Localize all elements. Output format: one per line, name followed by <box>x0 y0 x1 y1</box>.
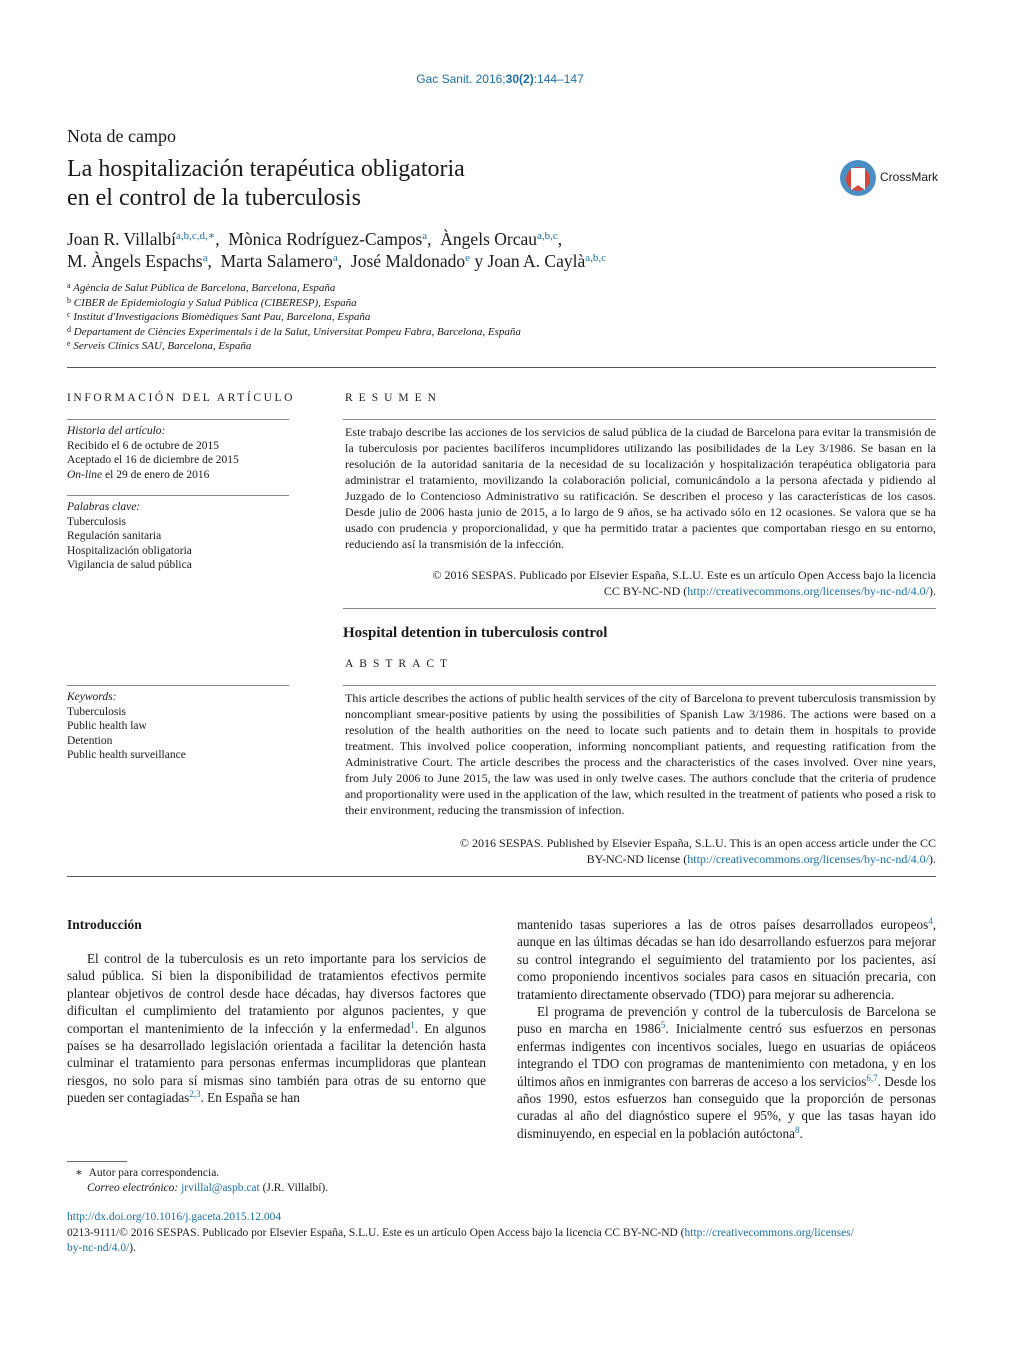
keyword: Public health surveillance <box>67 749 186 761</box>
section-label: Nota de campo <box>67 126 176 146</box>
footnote-divider <box>67 1161 127 1162</box>
citation-ref[interactable]: 4 <box>928 916 933 926</box>
footer-license: 0213-9111/© 2016 SESPAS. Publicado por Elsevier España, S.L.U. Este es un artículo Open Access bajo la licencia CC BY-NC-ND (http://creativecommons.org/licenses/ by-nc-nd/4.0/). <box>67 1227 854 1254</box>
author-affil-ref[interactable]: a <box>202 252 208 264</box>
keyword: Tuberculosis <box>67 515 126 528</box>
affiliation-item: $^a$ Agència de Salut Pública de Barcelona, Barcelona, España <box>67 281 336 294</box>
keyword: Hospitalización obligatoria <box>67 544 192 557</box>
divider <box>343 419 936 420</box>
affiliation-item: $^c$ Institut d'Investigacions Biomèdiques Sant Pau, Barcelona, España <box>67 310 371 323</box>
crossmark-badge[interactable]: CrossMark <box>840 159 950 197</box>
footnote-star: ∗ <box>75 1167 83 1179</box>
divider <box>67 367 936 368</box>
intro-heading: Introducción <box>67 917 142 932</box>
affiliation-list <box>67 281 521 354</box>
divider <box>67 495 289 496</box>
author-list: Joan R. Villalbí$^{a,b,c,d,∗}$, Mònica Rodríguez-Campos$^a$, Àngels Orcau$^{a,b,c}$, M. Àngels Espachs$^a$, Marta Salamero$^a$, José Maldonado$^e$ y Joan A. Caylà$^{a,b,c}$ <box>67 229 606 271</box>
keyword: Public health law <box>67 720 147 732</box>
abstract-heading: ABSTRACT <box>345 658 454 670</box>
keywords-es: Palabras clave: Tuberculosis Regulación sanitaria Hospitalización obligatoria Vigilancia de salud pública <box>67 501 192 571</box>
footnote: ∗ Autor para correspondencia. Correo electrónico: jrvillal@aspb.cat (J.R. Villalbí). <box>75 1167 329 1194</box>
divider <box>67 876 936 877</box>
affiliation-item: $^e$ Serveis Clínics SAU, Barcelona, España <box>67 339 252 352</box>
article-history: Historia del artículo: Recibido el 6 de octubre de 2015 Aceptado el 16 de diciembre de 2015 On-line el 29 de enero de 2016 <box>67 425 239 481</box>
license-link[interactable]: http://creativecommons.org/licenses/by-nc-nd/4.0/ <box>687 584 929 598</box>
divider <box>343 685 936 686</box>
resumen-text: Este trabajo describe las acciones de los servicios de salud pública de la ciudad de Barcelona para evitar la transmisión de la tuberculosis por pacientes bacilíferos incumplidores utilizando las posibilidades de la Ley 3/1986. Se basan en la resolución de la autoridad sanitaria de la necesidad de su localización y hospitalización terapéutica obligatoria para administrar el tratamiento, movilizando la colaboración policial, comunicándolo a la persona afectada y pidiendo al Juzgado de lo Contencioso Administrativo su ratificación. Se describen el proceso y las características de los casos. Desde julio de 2006 hasta junio de 2015, a lo largo de 9 años, se ha activado sólo en 12 ocasiones. Se valora que se ha usado con prudencia y proporcionalidad, y que ha permitido tratar a pacientes que comportaban riesgo en su entorno, reduciendo así la transmisión de la infección. <box>345 425 936 551</box>
divider <box>67 685 289 686</box>
author-affil-ref[interactable]: e <box>465 252 471 264</box>
affiliation-item: $^b$ CIBER de Epidemiología y Salud Pública (CIBERESP), España <box>67 295 357 309</box>
resumen-license: © 2016 SESPAS. Publicado por Elsevier España, S.L.U. Este es un artículo Open Access bajo la licencia CC BY-NC-ND (http://creativecommons.org/licenses/by-nc-nd/4.0/). <box>432 568 936 598</box>
citation-ref[interactable]: 6,7 <box>866 1072 878 1083</box>
keywords-en: Keywords: Tuberculosis Public health law Detention Public health surveillance <box>67 691 186 761</box>
citation-ref[interactable]: 8 <box>794 1124 800 1135</box>
license-link[interactable]: http://creativecommons.org/licenses/by-nc-nd/4.0/ <box>687 852 929 866</box>
email-link[interactable]: jrvillal@aspb.cat <box>181 1182 260 1194</box>
author-name: José Maldonado <box>350 251 466 271</box>
keyword: Detention <box>67 734 113 747</box>
author-name: Marta Salamero <box>220 251 333 271</box>
citation-ref[interactable]: 2,3 <box>189 1089 201 1100</box>
author-affil-ref[interactable]: a <box>332 252 338 264</box>
doi-link[interactable]: http://dx.doi.org/10.1016/j.gaceta.2015.12.004 <box>67 1211 282 1223</box>
license-link[interactable]: by-nc-nd/4.0/ <box>67 1242 130 1254</box>
intro-continuation: mantenido tasas superiores a las de otros países desarrollados europeos$^4$, aunque en las últimas décadas se han ido desarrollando esfuerzos para mejorar su control integrando el seguimiento del tratamiento por los pacientes, así como proponiendo incentivos sociales para casos en situación precaria, con tratamiento directamente observado (TDO) para mejorar su adherencia. El programa de prevención y control de la tuberculosis de Barcelona se puso en marcha en 1986$^5$. Inicialmente centró sus esfuerzos en personas enfermas indigentes con incentivos sociales, luego en usuarias de opiáceos integrando el TDO con programas de mantenimiento con metadona, y en los últimos años en inmigrantes con barreras de acceso a los servicios$^{6,7}$. Desde los años 1990, estos esfuerzos han conseguido que la proporción de personas curadas al año del diagnóstico supere el 95%, y que las tasas hayan ido disminuyendo, en especial en la población autóctona$^8$. <box>517 916 936 1141</box>
affiliation-item: $^d$ Departament de Ciències Experimentals i de la Salut, Universitat Pompeu Fabra, Barcelona, España <box>67 324 521 338</box>
author-affil-ref[interactable]: a <box>422 230 428 242</box>
citation-ref[interactable]: 1 <box>410 1019 415 1030</box>
english-title: Hospital detention in tuberculosis control <box>343 625 608 641</box>
article-info-heading: INFORMACIÓN DEL ARTÍCULO <box>67 392 296 404</box>
author-name: Mònica Rodríguez-Campos <box>228 229 423 249</box>
author-name: Àngels Orcau <box>440 229 537 249</box>
divider <box>67 419 289 420</box>
author-name: M. Àngels Espachs <box>67 251 203 271</box>
author-affil-ref[interactable]: a,b,c <box>585 252 606 264</box>
keyword: Regulación sanitaria <box>67 530 162 542</box>
crossmark-icon <box>840 160 876 196</box>
abstract-text: This article describes the actions of public health services of the city of Barcelona to prevent tuberculosis transmission by noncompliant smear-positive patients by using the possibilities of Spanish Law 3/1986. The actions were based on a resolution of the health authorities on the need to locate such patients and to detain them in hospitals to provide treatment. This involved police cooperation, informing noncompliant patients, and requesting ratification from the Administrative Court. The article describes the process and the characteristics of the cases involved. Over nine years, from July 2006 to June 2015, the law was used in only twelve cases. The authors conclude that the criteria of prudence and proportionality were used in the application of the law, which resulted in the treatment of patients who posed a risk to their environment, reducing the transmission of infection. <box>345 691 936 817</box>
resumen-heading: RESUMEN <box>345 392 442 404</box>
author-affil-ref[interactable]: a,b,c,d,∗ <box>175 230 216 242</box>
license-link[interactable]: http://creativecommons.org/licenses/ <box>684 1227 854 1239</box>
divider <box>343 608 936 609</box>
author-affil-ref[interactable]: a,b,c <box>537 230 558 242</box>
author-name: Joan R. Villalbí <box>67 229 176 249</box>
intro-paragraph: El control de la tuberculosis es un reto importante para los servicios de salud pública. Si bien la disponibilidad de tratamientos efectivos permite plantear objetivos de control desde hace décadas, hay diversos factores que dificultan el cumplimiento del tratamiento por algunos pacientes, y que comportan el mantenimiento de la infección y la enfermedad$^1$. En algunos países se ha desarrollado legislación orientada a facilitar la detención hasta culminar el tratamiento para personas enfermas incumplidoras que plantean riesgos, no solo para sí mismas sino también para otras de su entorno que pueden ser contagiadas$^{2,3}$. En España se han <box>67 951 486 1106</box>
article-title: La hospitalización terapéutica obligatoria en el control de la tuberculosis <box>67 156 465 211</box>
keyword: Vigilancia de salud pública <box>67 559 192 571</box>
keyword: Tuberculosis <box>67 705 126 718</box>
journal-citation[interactable]: Gac Sanit. 2016;30(2):144–147 <box>416 72 584 86</box>
citation-ref[interactable]: 5 <box>660 1020 666 1031</box>
abstract-license: © 2016 SESPAS. Published by Elsevier España, S.L.U. This is an open access article under the CC BY-NC-ND license (http://creativecommons.org/licenses/by-nc-nd/4.0/). <box>459 836 936 866</box>
author-name: y Joan A. Caylà <box>474 251 586 271</box>
